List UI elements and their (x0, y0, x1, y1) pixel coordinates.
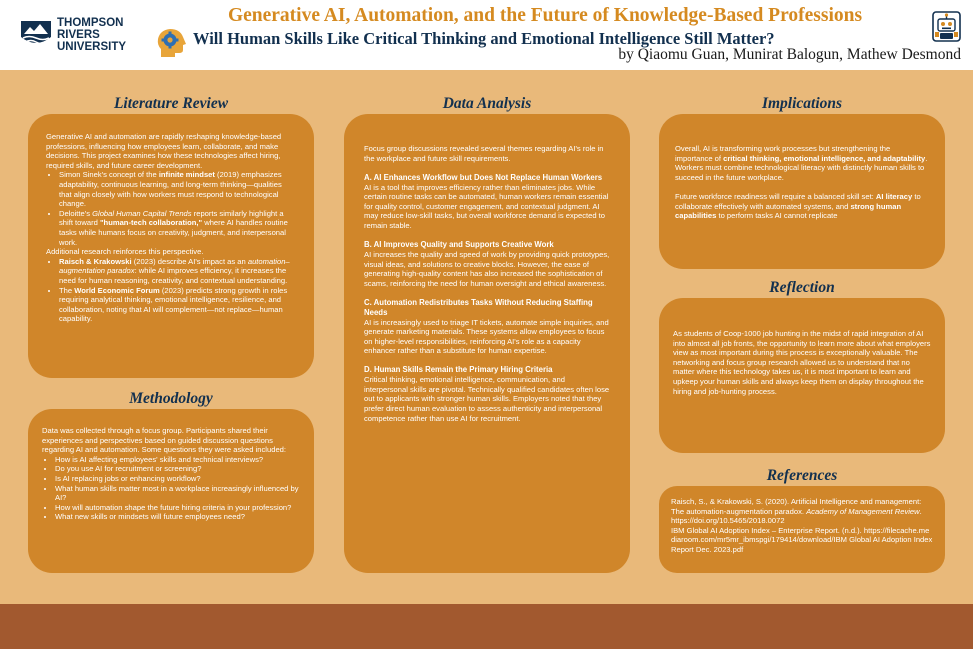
logo-line-1: THOMPSON (57, 17, 124, 29)
gear-head-icon (155, 27, 188, 60)
data-analysis-body-b: AI increases the quality and speed of work by providing quick prototypes, visual ideas, and solutions to creative blocks. However, the ease of generating high-quality content has also increased the sophistication of scams, reinforcing the need for human oversight and ethical awareness. (364, 249, 610, 288)
poster-subtitle: Will Human Skills Like Critical Thinking and Emotional Intelligence Still Matter? (193, 29, 775, 48)
literature-review-list-1 (46, 170, 296, 247)
literature-review-item: • The World Economic Forum (2023) predicts strong growth in roles requiring analytical thinking, emotional intelligence, resilience, and collaboration, noting that AI will complement—not replace—human capability. (59, 286, 296, 324)
implications-paragraph-1: Overall, AI is transforming work processes but strengthening the importance of critical thinking, emotional intelligence, and adaptability. Workers must combine technological literacy with distinctly human skills to succeed in the future workplace. (675, 144, 928, 182)
data-analysis-heading-d: D. Human Skills Remain the Primary Hiring Criteria (364, 365, 553, 375)
logo-line-3: UNIVERSITY (57, 41, 127, 53)
reference-1: Raisch, S., & Krakowski, S. (2020). Artificial Intelligence and management: The automation-augmentation paradox. Academy of Management Review. https://doi.org/10.5465/2018.0072 (671, 497, 922, 526)
references-title: References (766, 467, 838, 484)
data-analysis-body-a: AI is a tool that improves efficiency rather than eliminates jobs. While certain routine tasks can be automated, human workers remain essential for quality control, customer engagement, and contextual judgment. AI may reduce low-skill tasks, but overall workforce demand is expected to remain stable. (364, 182, 609, 230)
logo-line-2: RIVERS (57, 29, 100, 41)
literature-review-list-2 (46, 257, 296, 324)
data-analysis-intro: Focus group discussions revealed several themes regarding AI's role in the workplace and future skill requirements. (364, 144, 604, 163)
methodology-question: • Do you use AI for recruitment or screening? (55, 464, 300, 474)
literature-review-item: • Simon Sinek's concept of the infinite mindset (2019) emphasizes adaptability, continuous learning, and long-term thinking—qualities that align closely with how workers must respond to technological change. (59, 170, 296, 208)
literature-review-box (28, 114, 314, 378)
methodology-question: • Is AI replacing jobs or enhancing workflow? (55, 474, 300, 484)
data-analysis-heading-b: B. AI Improves Quality and Supports Creative Work (364, 240, 554, 250)
references-box (659, 486, 945, 573)
data-analysis-heading-c: C. Automation Redistributes Tasks Without Reducing Staffing Needs (364, 297, 593, 317)
robot-icon (932, 11, 961, 42)
literature-review-title: Literature Review (113, 95, 229, 112)
university-logo-icon (19, 15, 53, 49)
reflection-box (659, 298, 945, 453)
data-analysis-box (344, 114, 630, 573)
data-analysis-body-d: Critical thinking, emotional intelligence, communication, and interpersonal skills are pivotal. Technically qualified candidates often lose out to applicants with stronger human skills. Employers noted that they prefer direct human evaluation to assess authenticity and interpersonal competence rather than use AI for recruitment. (364, 375, 610, 423)
methodology-title: Methodology (129, 390, 213, 407)
university-name (57, 17, 126, 53)
data-analysis-body-c: AI is increasingly used to triage IT tickets, automate simple inquiries, and generate marketing materials. These systems allow employees to focus on higher-level responsibilities, reinforcing AI's role as a capacity enhancer rather than a substitute for human expertise. (364, 317, 609, 356)
implications-paragraph-2: Future workforce readiness will require a balanced skill set: AI literacy to collaborate effectively with automated systems, and strong human capabilities to perform tasks AI cannot replicate (675, 191, 921, 221)
methodology-question: • How will automation shape the future hiring criteria in your profession? (55, 503, 300, 513)
literature-review-intro: Generative AI and automation are rapidly reshaping knowledge-based professions, influencing how employees learn, collaborate, and make decisions. This project examines how these technologies affect hiring, required skills, and future career development. (46, 132, 282, 170)
data-analysis-heading-a: A. AI Enhances Workflow but Does Not Replace Human Workers (364, 172, 603, 182)
university-logo (19, 15, 131, 55)
implications-box (659, 114, 945, 269)
methodology-question: • What new skills or mindsets will future employees need? (55, 512, 300, 522)
reference-2: IBM Global AI Adoption Index – Enterprise Report. (n.d.). https://filecache.mediaroom.com/mr5mr_ibmspgi/179414/download/IBM Global AI Adoption Index Report Dec. 2023.pdf (671, 525, 933, 554)
literature-review-item: • Raisch & Krakowski (2023) describe AI's impact as an automation–augmentation paradox: while AI improves efficiency, it increases the need for human reasoning, creativity, and contextual understanding. (59, 257, 296, 286)
poster-footer (0, 604, 973, 649)
data-analysis-title: Data Analysis (442, 95, 532, 112)
literature-review-additional: Additional research reinforces this perspective. (46, 247, 204, 257)
methodology-intro: Data was collected through a focus group. Participants shared their experiences and perspectives based on guided discussion questions regarding AI and automation. Some questions they were asked included: (42, 426, 286, 455)
literature-review-item: • Deloitte's Global Human Capital Trends reports similarly highlight a shift toward "human-tech collaboration," where AI handles routine tasks while humans focus on creativity, judgment, and interpersonal work. (59, 209, 296, 247)
methodology-box (28, 409, 314, 573)
reflection-title: Reflection (769, 279, 835, 296)
poster-authors: by Qiaomu Guan, Munirat Balogun, Mathew Desmond (618, 46, 961, 63)
reflection-body: As students of Coop-1000 job hunting in the midst of rapid integration of AI into almost all job fronts, the opportunity to learn more about what employers view as most important during this process is exceptionally valuable. The networking and focus group research allowed us to understand that no matter where this technology takes us, it is most important to learn and upkeep your human skills and always keep them on display throughout the hiring and job-hunting process. (673, 329, 931, 396)
poster-title: Generative AI, Automation, and the Future of Knowledge-Based Professions (227, 5, 863, 26)
methodology-questions (42, 455, 300, 522)
poster-header (0, 0, 973, 70)
implications-title: Implications (761, 95, 843, 112)
methodology-question: • What human skills matter most in a workplace increasingly influenced by AI? (55, 484, 300, 503)
methodology-question: • How is AI affecting employees' skills and technical interviews? (55, 455, 300, 465)
